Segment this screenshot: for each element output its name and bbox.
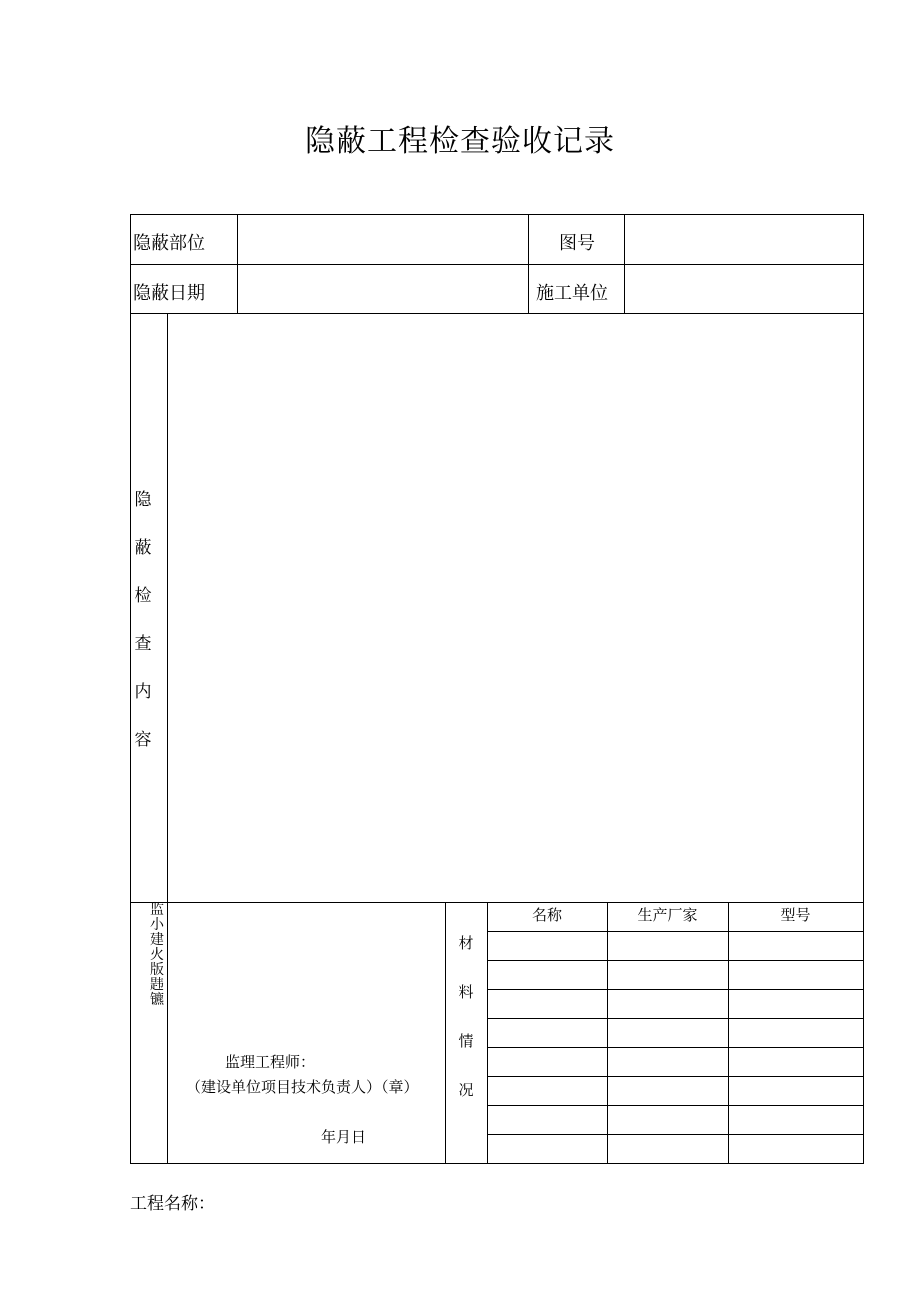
label-char: 建 <box>150 932 164 948</box>
label-char: 检 <box>134 586 152 606</box>
inspection-content-label <box>131 485 155 773</box>
materials-cell[interactable] <box>491 1110 603 1130</box>
materials-cell[interactable] <box>732 965 859 985</box>
label-char: 查 <box>134 634 152 654</box>
col-divider <box>445 902 446 1164</box>
col-divider <box>528 214 529 314</box>
materials-cell[interactable] <box>732 994 859 1014</box>
materials-cell[interactable] <box>732 1052 859 1072</box>
col-divider <box>237 214 238 314</box>
materials-row-divider <box>487 1076 864 1077</box>
col-divider <box>624 214 625 314</box>
materials-column-manufacturer: 生产厂家 <box>637 906 698 924</box>
supervision-date-label: 年月日 <box>321 1128 367 1146</box>
materials-cell[interactable] <box>491 994 603 1014</box>
materials-cell[interactable] <box>611 1052 724 1072</box>
label-char: 料 <box>458 983 474 1001</box>
label-char: 蔽 <box>134 538 152 558</box>
row-divider <box>130 264 864 265</box>
materials-cell[interactable] <box>611 936 724 956</box>
materials-row-divider <box>487 989 864 990</box>
col-divider <box>607 902 608 1164</box>
materials-cell[interactable] <box>732 1023 859 1043</box>
row-divider <box>130 313 864 314</box>
hidden-part-label: 隐蔽部位 <box>133 233 205 254</box>
materials-cell[interactable] <box>611 965 724 985</box>
materials-column-model: 型号 <box>780 906 811 924</box>
label-char: 情 <box>458 1032 474 1050</box>
table-border-top <box>130 214 864 215</box>
label-char: 材 <box>458 934 474 952</box>
label-char: 内 <box>134 682 152 702</box>
materials-cell[interactable] <box>491 1023 603 1043</box>
label-char: 容 <box>134 730 152 750</box>
materials-row-divider <box>487 1134 864 1135</box>
materials-row-divider <box>487 960 864 961</box>
materials-cell[interactable] <box>732 1081 859 1101</box>
table-border-bottom <box>130 1163 864 1164</box>
label-char: 韪 <box>150 977 164 993</box>
materials-cell[interactable] <box>611 1110 724 1130</box>
materials-cell[interactable] <box>611 1139 724 1159</box>
hidden-date-value[interactable] <box>245 279 520 303</box>
label-char: 隐 <box>134 490 152 510</box>
page-title: 隐蔽工程检查验收记录 <box>305 124 615 159</box>
row-divider <box>130 902 864 903</box>
owner-technical-lead-label: （建设单位项目技术负责人）（章） <box>186 1078 419 1096</box>
project-name-label: 工程名称： <box>130 1194 215 1214</box>
materials-row-divider <box>487 931 864 932</box>
materials-cell[interactable] <box>732 936 859 956</box>
materials-row-divider <box>487 1105 864 1106</box>
materials-cell[interactable] <box>732 1139 859 1159</box>
materials-cell[interactable] <box>491 965 603 985</box>
drawing-no-value[interactable] <box>632 229 857 253</box>
contractor-label: 施工单位 <box>536 283 608 304</box>
label-char: 监 <box>150 902 164 918</box>
label-char: 况 <box>458 1081 474 1099</box>
materials-cell[interactable] <box>491 1139 603 1159</box>
col-divider <box>728 902 729 1164</box>
label-char: 小 <box>150 917 164 933</box>
supervising-engineer-label: 监理工程师： <box>225 1053 316 1071</box>
materials-column-name: 名称 <box>531 906 562 924</box>
label-char: 版 <box>150 962 164 978</box>
materials-cell[interactable] <box>611 994 724 1014</box>
col-divider <box>487 902 488 1164</box>
hidden-date-label: 隐蔽日期 <box>133 283 205 304</box>
table-border-right <box>863 214 864 1164</box>
contractor-value[interactable] <box>632 279 857 303</box>
materials-label <box>455 932 477 1128</box>
materials-cell[interactable] <box>491 1052 603 1072</box>
materials-cell[interactable] <box>491 936 603 956</box>
hidden-part-value[interactable] <box>245 229 520 253</box>
label-char: 镳 <box>150 992 164 1008</box>
label-char: 火 <box>150 947 164 963</box>
materials-cell[interactable] <box>611 1023 724 1043</box>
materials-cell[interactable] <box>732 1110 859 1130</box>
materials-cell[interactable] <box>611 1081 724 1101</box>
materials-row-divider <box>487 1018 864 1019</box>
drawing-no-label: 图号 <box>559 233 595 254</box>
materials-cell[interactable] <box>491 1081 603 1101</box>
materials-row-divider <box>487 1047 864 1048</box>
col-divider <box>167 313 168 1164</box>
inspection-content-value[interactable] <box>175 322 855 892</box>
supervision-label <box>147 903 167 1008</box>
